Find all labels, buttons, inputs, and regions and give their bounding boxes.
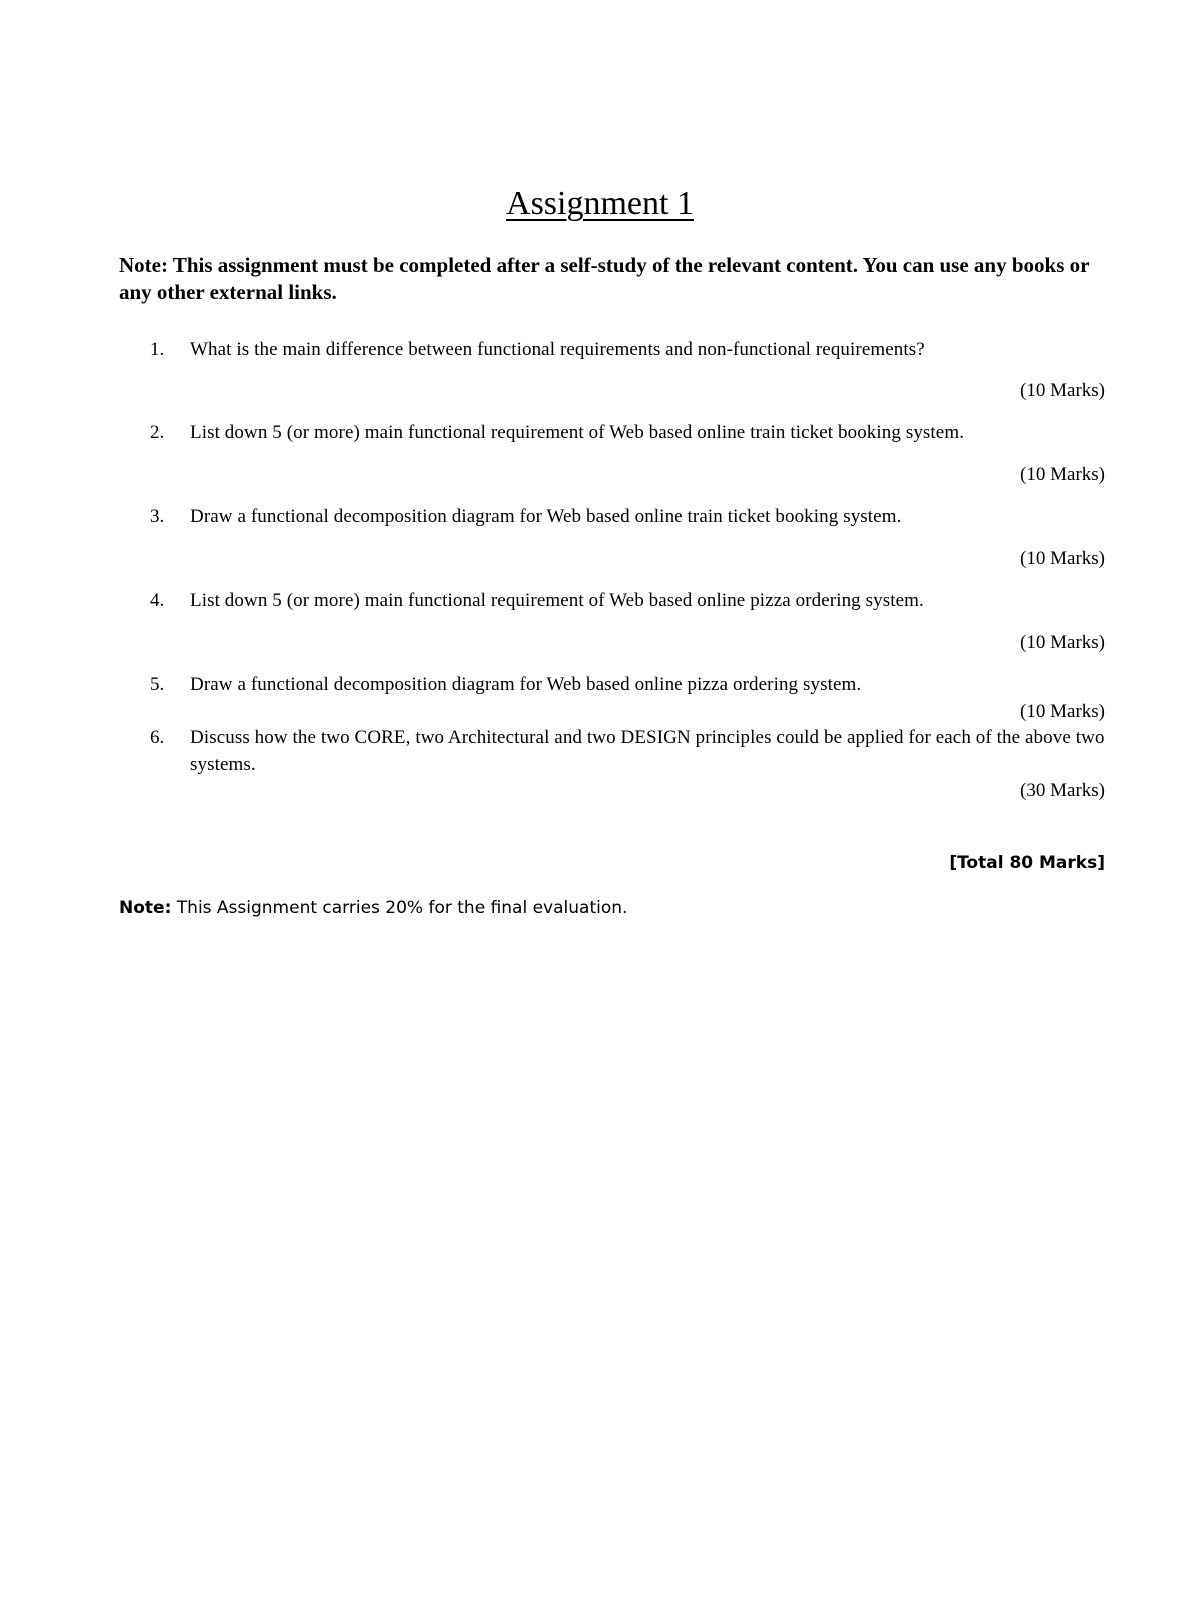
- question-2-text: List down 5 (or more) main functional requirement of Web based online train ticket booking system.: [190, 422, 965, 443]
- total-marks: [Total 80 Marks]: [949, 853, 1105, 873]
- question-3-marks: (10 Marks): [1020, 548, 1105, 569]
- question-4-text: List down 5 (or more) main functional requirement of Web based online pizza ordering system.: [190, 590, 924, 611]
- question-1-text: What is the main difference between functional requirements and non-functional requirements?: [190, 339, 925, 360]
- question-3-number: 3.: [150, 506, 165, 527]
- final-note-label: Note:: [119, 898, 172, 918]
- question-4-marks: (10 Marks): [1020, 632, 1105, 653]
- question-5-number: 5.: [150, 674, 165, 695]
- final-note: [119, 896, 627, 920]
- assignment-title: Assignment 1: [506, 185, 694, 222]
- question-6-number: 6.: [150, 727, 165, 748]
- question-5-marks: (10 Marks): [1020, 701, 1105, 722]
- question-1-marks: (10 Marks): [1020, 380, 1105, 401]
- question-6-text: Discuss how the two CORE, two Architectural and two DESIGN principles could be applied for each of the above two systems.: [190, 727, 1105, 775]
- intro-note: Note: This assignment must be completed after a self-study of the relevant content. You can use any books or any other external links.: [119, 253, 1090, 304]
- question-2-marks: (10 Marks): [1020, 464, 1105, 485]
- question-6-marks: (30 Marks): [1020, 780, 1105, 801]
- final-note-text: This Assignment carries 20% for the final evaluation.: [171, 898, 628, 918]
- question-3-text: Draw a functional decomposition diagram for Web based online train ticket booking system.: [190, 506, 902, 527]
- question-5-text: Draw a functional decomposition diagram for Web based online pizza ordering system.: [190, 674, 862, 695]
- question-4-number: 4.: [150, 590, 165, 611]
- question-1-number: 1.: [150, 339, 165, 360]
- question-2-number: 2.: [150, 422, 165, 443]
